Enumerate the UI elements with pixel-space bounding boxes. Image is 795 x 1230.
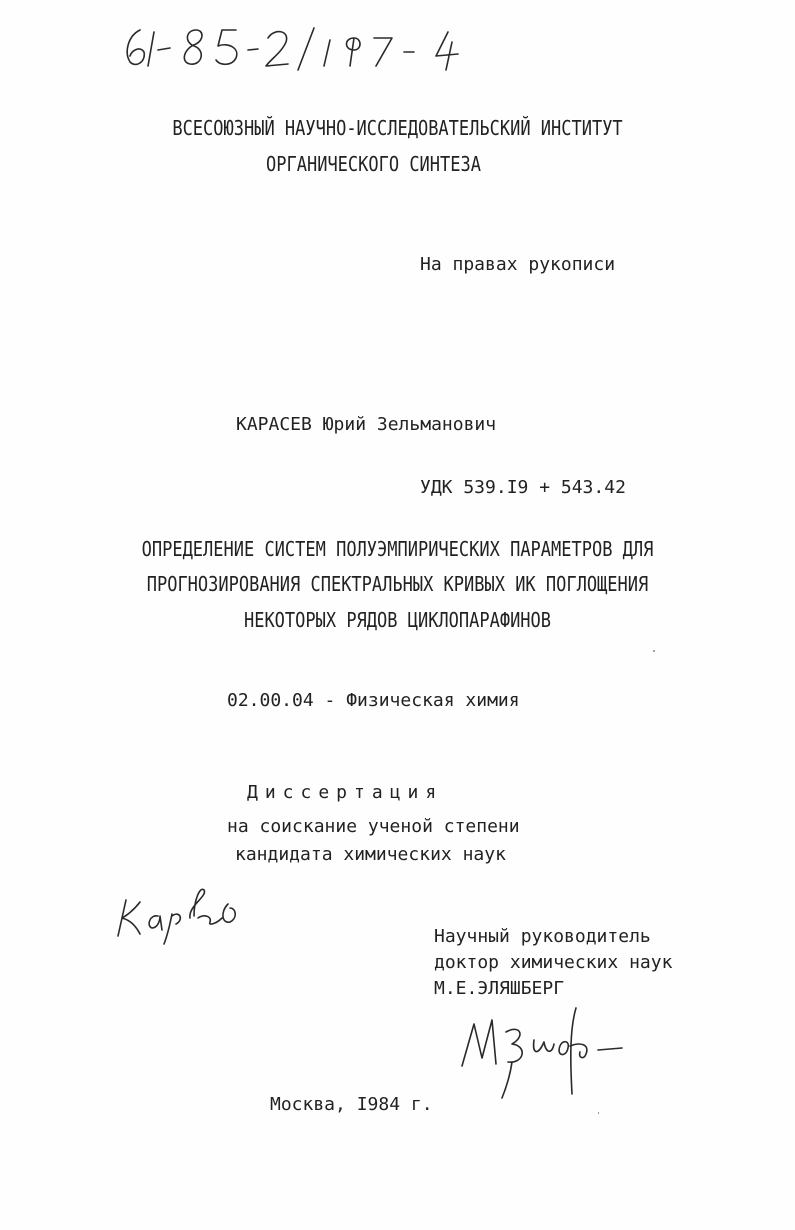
author-signature (112, 886, 262, 946)
scan-speck (598, 1112, 599, 1114)
title-line-2: ПРОГНОЗИРОВАНИЯ СПЕКТРАЛЬНЫХ КРИВЫХ ИК ПОГЛОЩЕНИЯ (146, 573, 649, 597)
archive-mark (118, 22, 508, 74)
author-name: КАРАСЕВ Юрий Зельманович (236, 414, 497, 435)
institute-line-2: ОРГАНИЧЕСКОГО СИНТЕЗА (266, 153, 481, 177)
place-year: Москва, I984 г. (270, 1094, 433, 1115)
title-line-1: ОПРЕДЕЛЕНИЕ СИСТЕМ ПОЛУЭМПИРИЧЕСКИХ ПАРАМЕТРОВ ДЛЯ (141, 538, 654, 562)
udc-code: УДК 539.I9 + 543.42 (420, 477, 626, 498)
title-line-3: НЕКОТОРЫХ РЯДОВ ЦИКЛОПАРАФИНОВ (243, 609, 552, 633)
rights-note: На правах рукописи (420, 254, 616, 275)
specialty-code: 02.00.04 - Физическая химия (227, 690, 520, 711)
institute-line-1: ВСЕСОЮЗНЫЙ НАУЧНО-ИССЛЕДОВАТЕЛЬСКИЙ ИНСТИТУТ (172, 117, 623, 141)
dissertation-line-1: на соискание ученой степени (227, 816, 520, 837)
scan-speck (653, 650, 655, 652)
supervisor-name: М.Е.ЭЛЯШБЕРГ (434, 978, 565, 999)
supervisor-degree: доктор химических наук (434, 952, 673, 973)
supervisor-role: Научный руководитель (434, 926, 651, 947)
dissertation-line-2: кандидата химических наук (235, 844, 506, 865)
dissertation-heading: Диссертация (247, 782, 444, 803)
supervisor-signature (452, 998, 632, 1102)
